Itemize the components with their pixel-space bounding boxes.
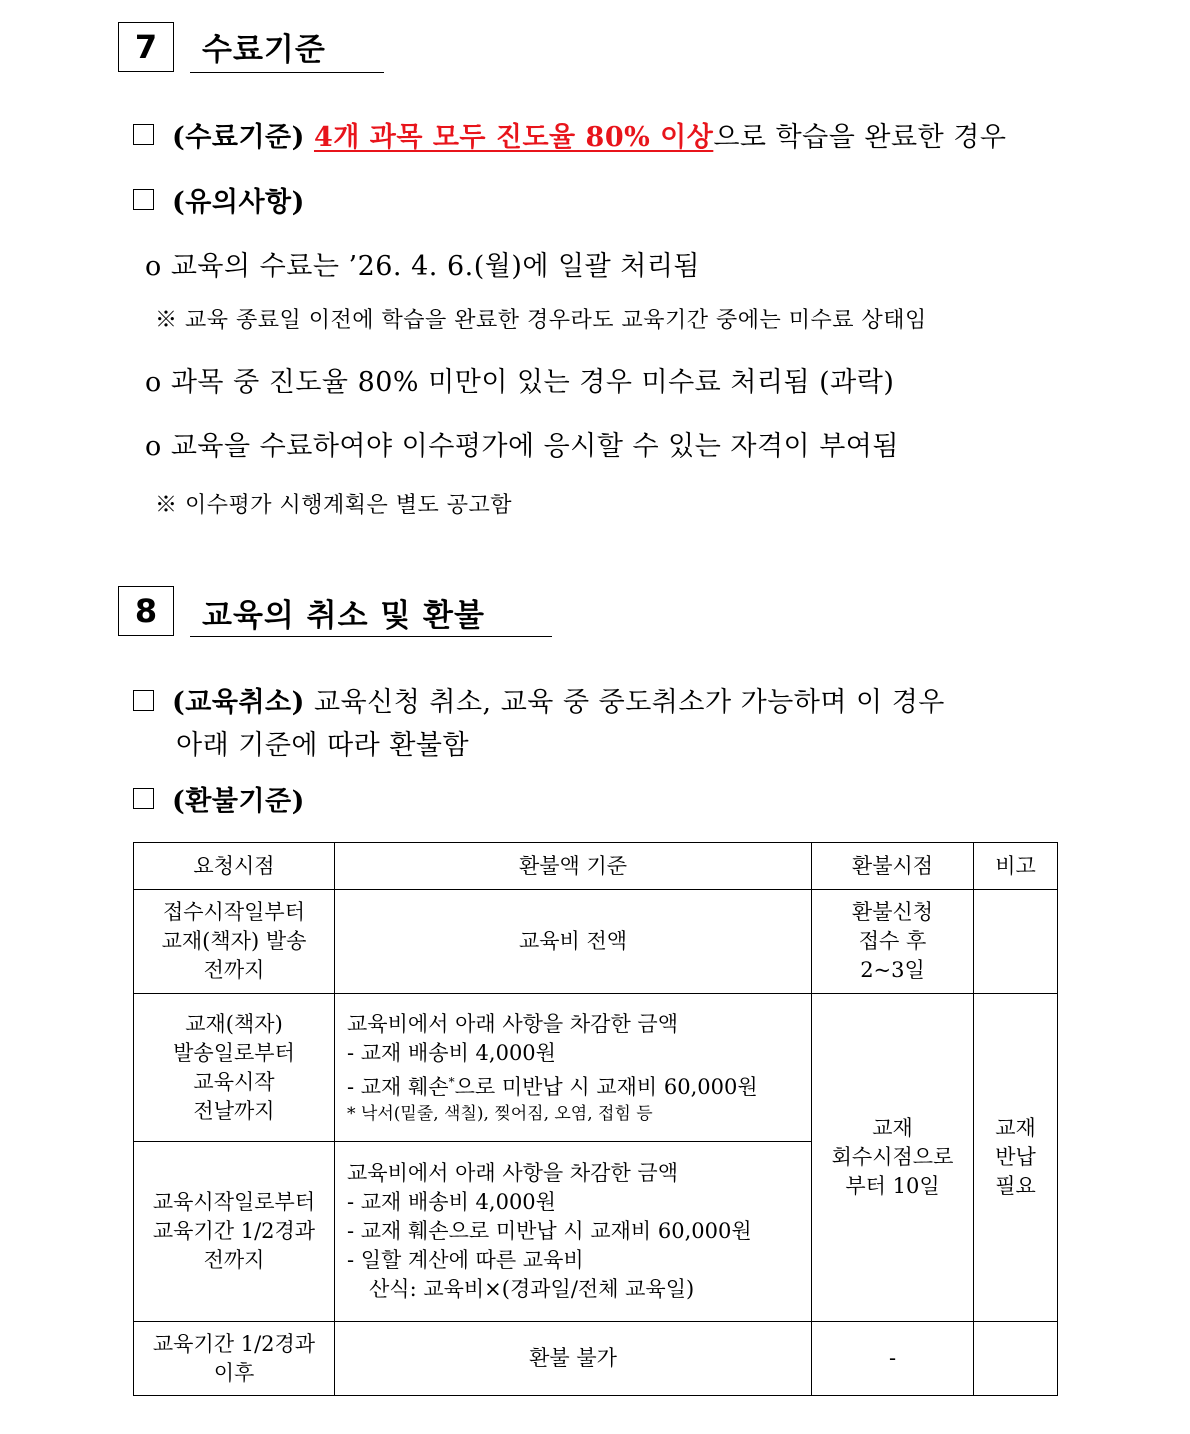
- checkbox-square-icon: [133, 189, 154, 210]
- cell-request-time: [134, 994, 335, 1142]
- checkbox-square-icon: [133, 124, 154, 145]
- section-number-8: 8: [118, 586, 174, 636]
- cell-line: 발송일로부터: [173, 1040, 295, 1065]
- cell-line: [347, 1068, 811, 1102]
- cell-line: 교재: [995, 1116, 1036, 1140]
- cell-text: 으로 미반납 시 교재비 60,000원: [454, 1074, 758, 1099]
- cell-line: - 일할 계산에 따른 교육비: [347, 1248, 584, 1272]
- cell-line: 교육비에서 아래 사항을 차감한 금액: [347, 1161, 678, 1185]
- header-refund-timing: 환불시점: [812, 843, 974, 890]
- criteria-rest: 으로 학습을 완료한 경우: [713, 122, 1007, 153]
- cell-line: 환불신청: [851, 900, 934, 924]
- notes-label: [172, 180, 305, 219]
- cell-line: 2~3일: [860, 958, 925, 982]
- cell-remarks: [974, 994, 1058, 1322]
- cell-line: 교육비에서 아래 사항을 차감한 금액: [347, 1011, 678, 1036]
- cell-line: 교재(책자) 발송: [161, 929, 307, 953]
- checkbox-square-icon: [133, 788, 154, 809]
- cell-line: 산식: 교육비×(경과일/전체 교육일): [369, 1277, 695, 1301]
- bullet-fail-condition: o 과목 중 진도율 80% 미만이 있는 경우 미수료 처리됨 (과락): [145, 367, 895, 398]
- cell-line: 접수 후: [858, 929, 927, 953]
- header-refund-amount: 환불액 기준: [335, 843, 812, 890]
- remark-early-completion: ※ 교육 종료일 이전에 학습을 완료한 경우라도 교육기간 중에는 미수료 상태임: [155, 308, 927, 333]
- cell-refund-timing: [812, 994, 974, 1322]
- criteria-highlight: 4개 과목 모두 진도율 80% 이상: [313, 122, 714, 153]
- cell-line: 이후: [213, 1360, 255, 1385]
- cell-line: 교육시작: [193, 1069, 275, 1094]
- cell-refund-amount: 환불 불가: [335, 1322, 812, 1396]
- bullet-evaluation-eligibility: o 교육을 수료하여야 이수평가에 응시할 수 있는 자격이 부여됨: [145, 431, 899, 462]
- table-header-row: [134, 843, 1058, 890]
- refund-label: [172, 779, 305, 818]
- cell-line: 교육기간 1/2경과: [152, 1331, 316, 1356]
- cell-line: 부터 10일: [845, 1174, 940, 1198]
- cell-line: - 교재 배송비 4,000원: [347, 1190, 556, 1214]
- cell-refund-amount: 교육비 전액: [335, 890, 812, 994]
- cell-refund-amount: [335, 994, 812, 1142]
- cell-request-time: [134, 890, 335, 994]
- refund-table: [133, 842, 1058, 1396]
- section-title-7: 수료기준: [202, 32, 326, 68]
- cell-refund-timing: [812, 890, 974, 994]
- cell-refund-amount: [335, 1142, 812, 1322]
- cell-line: 필요: [995, 1174, 1036, 1198]
- header-request-time: 요청시점: [134, 843, 335, 890]
- cancel-label: (교육취소): [172, 687, 305, 718]
- cell-remarks: [974, 890, 1058, 994]
- criteria-label: (수료기준): [172, 122, 305, 153]
- section-underline-8: [190, 636, 552, 637]
- table-row: [134, 1322, 1058, 1396]
- remark-evaluation-notice: ※ 이수평가 시행계획은 별도 공고함: [155, 493, 513, 518]
- cancel-paragraph-line2: 아래 기준에 따라 환불함: [176, 730, 470, 761]
- cell-line: 전까지: [203, 958, 265, 982]
- section-title-8: 교육의 취소 및 환불: [202, 598, 485, 634]
- header-remarks: 비고: [974, 843, 1058, 890]
- cell-line: 전까지: [203, 1248, 265, 1272]
- bullet-completion-date: o 교육의 수료는 ’26. 4. 6.(월)에 일괄 처리됨: [145, 251, 701, 282]
- cell-line: 교재: [872, 1116, 913, 1140]
- cell-line: 반납: [995, 1145, 1036, 1169]
- cell-request-time: [134, 1142, 335, 1322]
- refund-label-text: (환불기준): [172, 786, 305, 817]
- table-row: [134, 890, 1058, 994]
- cell-line: 접수시작일부터: [162, 900, 305, 924]
- cell-line: 전날까지: [193, 1098, 275, 1123]
- notes-label-text: (유의사항): [172, 187, 305, 218]
- cell-line: 교재(책자): [185, 1011, 283, 1036]
- section-underline-7: [190, 72, 384, 73]
- table-row: [134, 994, 1058, 1142]
- cell-line: 회수시점으로: [831, 1145, 954, 1169]
- cell-line: 교육기간 1/2경과: [152, 1219, 316, 1243]
- cell-line: - 교재 배송비 4,000원: [347, 1040, 556, 1065]
- cell-text: - 교재 훼손: [347, 1074, 449, 1099]
- cell-line: - 교재 훼손으로 미반납 시 교재비 60,000원: [347, 1219, 752, 1243]
- cancel-paragraph-line1: [172, 680, 945, 719]
- cancel-text-1: 교육신청 취소, 교육 중 중도취소가 가능하며 이 경우: [313, 687, 945, 718]
- cell-footnote: * 낙서(밑줄, 색칠), 찢어짐, 오염, 접힘 등: [347, 1103, 653, 1124]
- footnote-marker: *: [448, 1074, 455, 1089]
- cell-refund-timing: -: [812, 1322, 974, 1396]
- completion-criteria: [172, 115, 1006, 154]
- checkbox-square-icon: [133, 690, 154, 711]
- cell-request-time: [134, 1322, 335, 1396]
- cell-line: 교육시작일로부터: [152, 1190, 316, 1214]
- cell-remarks: [974, 1322, 1058, 1396]
- section-number-7: 7: [118, 22, 174, 72]
